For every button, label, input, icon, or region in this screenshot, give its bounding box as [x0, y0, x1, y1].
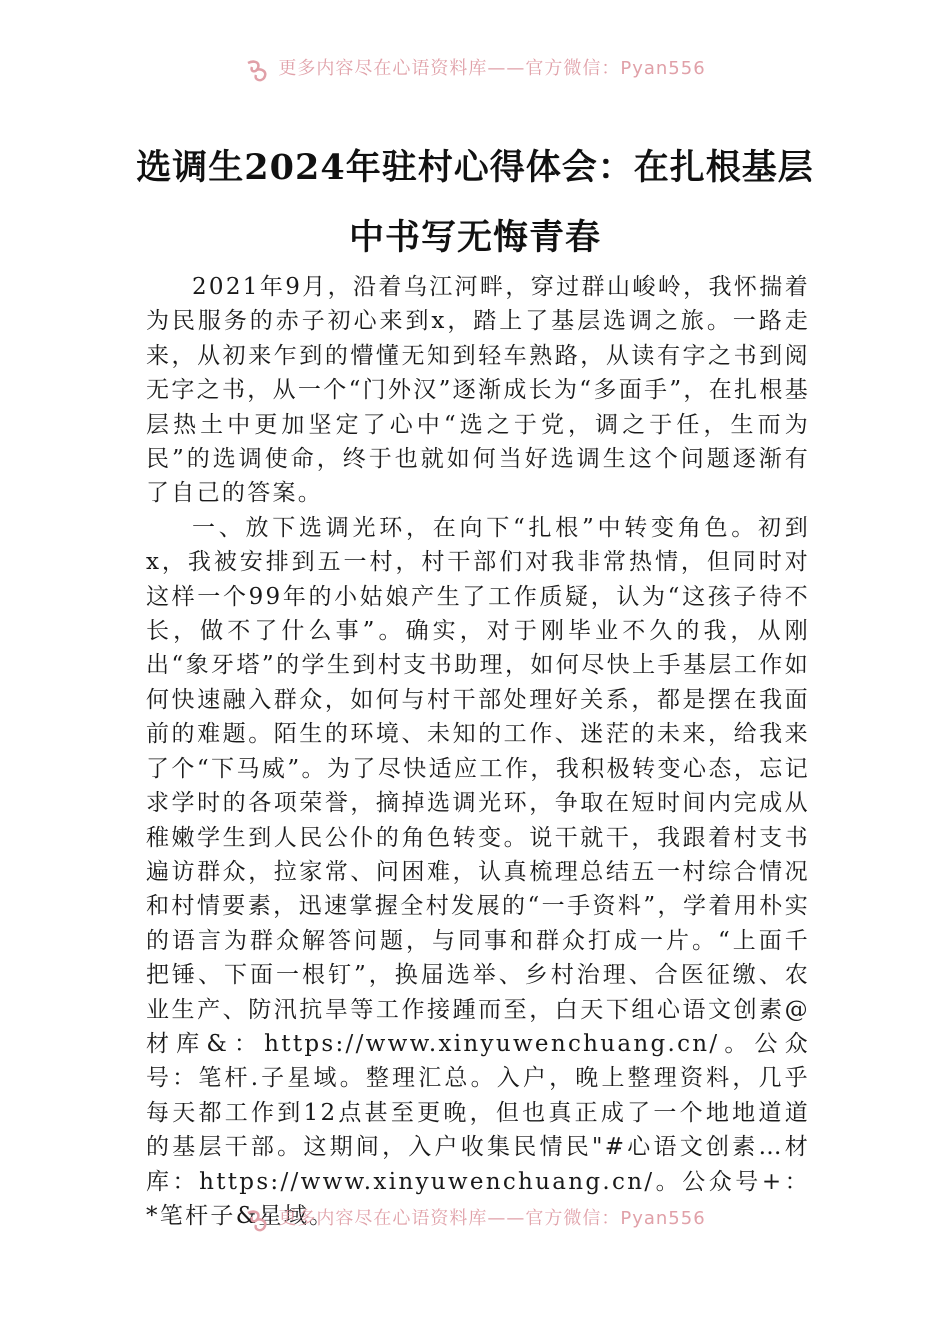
- paragraph-intro: 2021年9月，沿着乌江河畔，穿过群山峻岭，我怀揣着为民服务的赤子初心来到x，踏上了基层选调之旅。一路走来，从初来乍到的懵懂无知到轻车熟路，从读有字之书到阅无字之书，从一个“门外汉”逐渐成长为“多面手”，在扎根基层热土中更加坚定了心中“选之于党，调之于任，生而为民”的选调使命，终于也就如何当好选调生这个问题逐渐有了自己的答案。: [146, 274, 810, 507]
- paragraph-section-1: 一、放下选调光环，在向下“扎根”中转变角色。初到x，我被安排到五一村，村干部们对我非常热情，但同时对这样一个99年的小姑娘产生了工作质疑，认为“这孩子待不长，做不了什么事”。确实，对于刚毕业不久的我，从刚出“象牙塔”的学生到村支书助理，如何尽快上手基层工作如何快速融入群众，如何与村干部处理好关系，都是摆在我面前的难题。陌生的环境、未知的工作、迷茫的未来，给我来了个“下马威”。为了尽快适应工作，我积极转变心态，忘记求学时的各项荣誉，摘掉选调光环，争取在短时间内完成从稚嫩学生到人民公仆的角色转变。说干就干，我跟着村支书遍访群众，拉家常、问困难，认真梳理总结五一村综合情况和村情要素，迅速掌握全村发展的“一手资料”，学着用朴实的语言为群众解答问题，与同事和群众打成一片。“上面千把锤、下面一根钉”，换届选举、乡村治理、合医征缴、农业生产、防汛抗旱等工作接踵而至，白天下组心语文创素@材库&：https://www.xinyuwenchuang.cn/。公众号：笔杆.子星域。整理汇总。入户，晚上整理资料，几乎每天都工作到12点甚至更晚，但也真正成了一个地地道道的基层干部。这期间，入户收集民情民"#心语文创素…材库：https://www.xinyuwenchuang.cn/。公众号+：*笔杆子&星域。: [146, 514, 810, 1229]
- watermark-bottom: [0, 1206, 950, 1236]
- document-title-line-1: 选调生2024年驻村心得体会：在扎根基层: [136, 147, 814, 188]
- watermark-text: 更多内容尽在心语资料库——官方微信：Pyan556: [278, 58, 706, 79]
- document-body: [146, 270, 810, 1233]
- document-title-line-2: 中书写无悔青春: [348, 217, 601, 258]
- logo-mark-icon: [244, 60, 270, 82]
- watermark-text: 更多内容尽在心语资料库——官方微信：Pyan556: [278, 1208, 706, 1229]
- watermark-top: [0, 56, 950, 86]
- logo-mark-icon: [244, 1210, 270, 1232]
